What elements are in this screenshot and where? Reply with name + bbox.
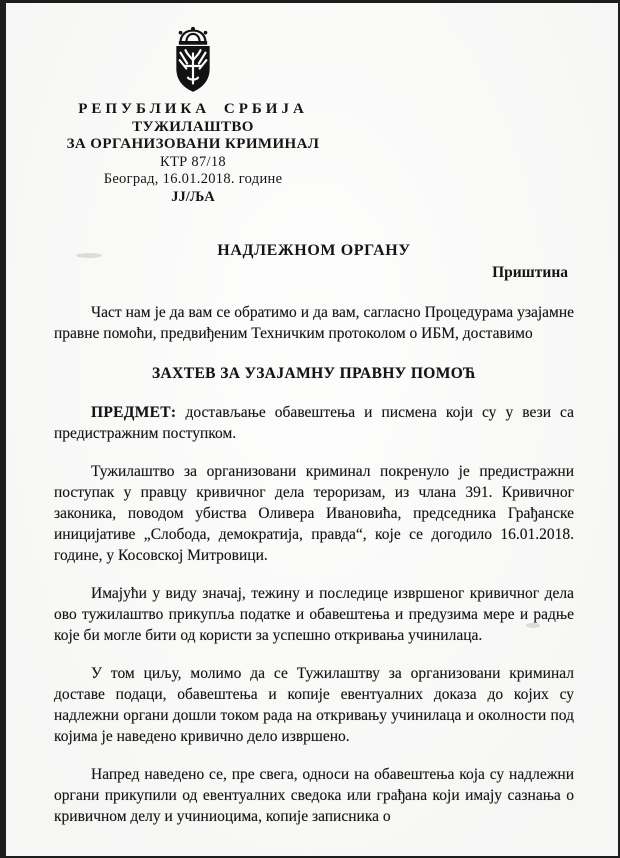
serbian-coat-of-arms-icon bbox=[58, 25, 328, 97]
recipient-title: НАДЛЕЖНОМ ОРГАНУ bbox=[217, 242, 411, 259]
request-title: ЗАХТЕВ ЗА УЗАЈАМНУ ПРАВНУ ПОМОЋ bbox=[151, 365, 477, 382]
scan-speckle bbox=[526, 623, 540, 628]
recipient-city: Приштина bbox=[492, 264, 568, 281]
place-and-date: Београд, 16.01.2018. године bbox=[103, 171, 283, 187]
letterhead-office-2: ЗА ОРГАНИЗОВАНИ КРИМИНАЛ bbox=[66, 136, 320, 152]
document-content bbox=[6, 3, 618, 827]
case-number: КТР 87/18 bbox=[160, 153, 226, 170]
subject-paragraph bbox=[54, 402, 574, 444]
letterhead-office-1: ТУЖИЛАШТВО bbox=[132, 118, 254, 135]
subject-text: достављање обавештења и писмена који су у вези са предистражним поступком. bbox=[54, 404, 574, 442]
body-paragraph-3: У том циљу, молимо да се Тужилаштву за организовани криминал доставе подаци, обавештења и копије евентуалних доказа до којих су надлежни органи дошли током рада на откривању учинилаца и околности под којима је наведено кривично дело извршено. bbox=[54, 665, 574, 745]
intro-paragraph: Част нам је да вам се обратимо и да вам, сагласно Процедурама узајамне правне помоћи, предвиђеним Техничким протоколом о ИБМ, доставимо bbox=[54, 304, 574, 342]
subject-label: ПРЕДМЕТ: bbox=[91, 404, 177, 421]
scan-speckle bbox=[306, 793, 318, 797]
body-paragraph-4: Напред наведено се, пре свега, односи на обавештења која су надлежни органи прикупили од евентуалних сведока или грађана који имају сазнања о кривичном делу и учиниоцима, копије записника о bbox=[54, 766, 574, 825]
clerk-initials: ЈЈ/ЉА bbox=[171, 188, 215, 205]
scan-speckle bbox=[126, 433, 136, 437]
letterhead-republic: РЕПУБЛИКА СРБИЈА bbox=[78, 101, 308, 117]
scan-speckle bbox=[76, 253, 102, 258]
body-paragraph-1: Тужилаштво за организовани криминал покренуло је предистражни поступак у правцу кривичног дела тероризам, из члана 391. Кривичног законика, поводом убиства Оливера Ивановића, председника Грађанске иницијативе „Слобода, демократија, правда“, које се догодило 16.01.2018. године, у Косовској Митровици. bbox=[54, 463, 574, 564]
body-paragraph-2: Имајући у виду значај, тежину и последице извршеног кривичног дела ово тужилаштво прикупља податке и обавештења и предузима мере и радње које би могле бити од користи за успешно откривања учинилаца. bbox=[54, 585, 574, 644]
letterhead bbox=[58, 25, 328, 206]
